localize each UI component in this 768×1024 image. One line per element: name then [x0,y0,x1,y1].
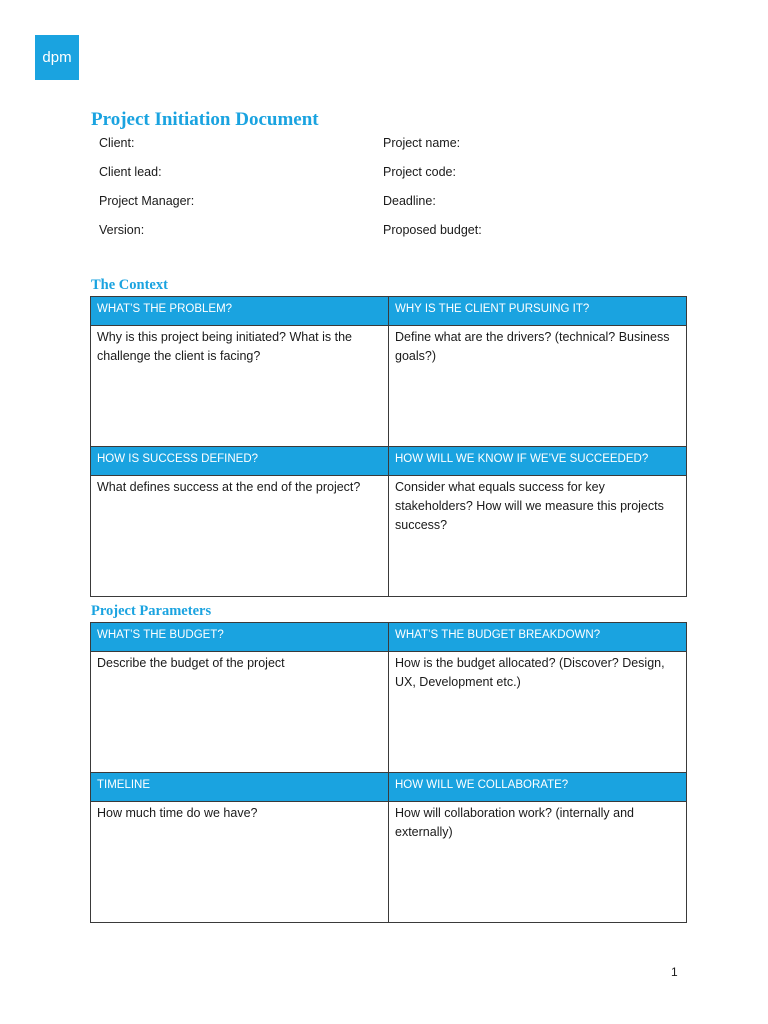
table-header-cell: WHAT’S THE PROBLEM? [91,297,389,326]
meta-deadline-label: Deadline: [383,194,436,208]
parameters-heading: Project Parameters [91,603,212,619]
table-header-cell: TIMELINE [91,773,389,802]
table-cell[interactable]: Describe the budget of the project [91,652,389,773]
table-cell[interactable]: Define what are the drivers? (technical? Business goals?) [389,326,687,447]
context-heading: The Context [91,277,168,293]
dpm-logo: dpm [35,35,79,80]
meta-project-manager-label: Project Manager: [99,194,195,208]
table-cell[interactable]: How much time do we have? [91,802,389,923]
meta-project-name-label: Project name: [383,136,461,150]
table-header-cell: HOW IS SUCCESS DEFINED? [91,447,389,476]
meta-project-code-label: Project code: [383,165,456,179]
page-title: Project Initiation Document [91,109,319,130]
meta-proposed-budget-label: Proposed budget: [383,223,482,237]
table-row [91,476,687,597]
meta-client-lead-label: Client lead: [99,165,162,179]
table-row [91,652,687,773]
table-header-cell: HOW WILL WE KNOW IF WE’VE SUCCEEDED? [389,447,687,476]
table-header-cell: WHAT’S THE BUDGET BREAKDOWN? [389,623,687,652]
parameters-table [90,622,687,923]
table-cell[interactable]: How is the budget allocated? (Discover? Design, UX, Development etc.) [389,652,687,773]
table-header-row [91,297,687,326]
table-header-row [91,773,687,802]
table-row [91,326,687,447]
table-row [91,802,687,923]
meta-client-label: Client: [99,136,135,150]
table-cell[interactable]: What defines success at the end of the project? [91,476,389,597]
table-header-row [91,447,687,476]
table-cell[interactable]: How will collaboration work? (internally and externally) [389,802,687,923]
table-cell[interactable]: Consider what equals success for key stakeholders? How will we measure this projects success? [389,476,687,597]
table-header-row [91,623,687,652]
meta-version-label: Version: [99,223,145,237]
table-header-cell: WHY IS THE CLIENT PURSUING IT? [389,297,687,326]
context-table [90,296,687,597]
table-cell[interactable]: Why is this project being initiated? What is the challenge the client is facing? [91,326,389,447]
table-header-cell: WHAT’S THE BUDGET? [91,623,389,652]
page-number: 1 [671,965,678,979]
table-header-cell: HOW WILL WE COLLABORATE? [389,773,687,802]
